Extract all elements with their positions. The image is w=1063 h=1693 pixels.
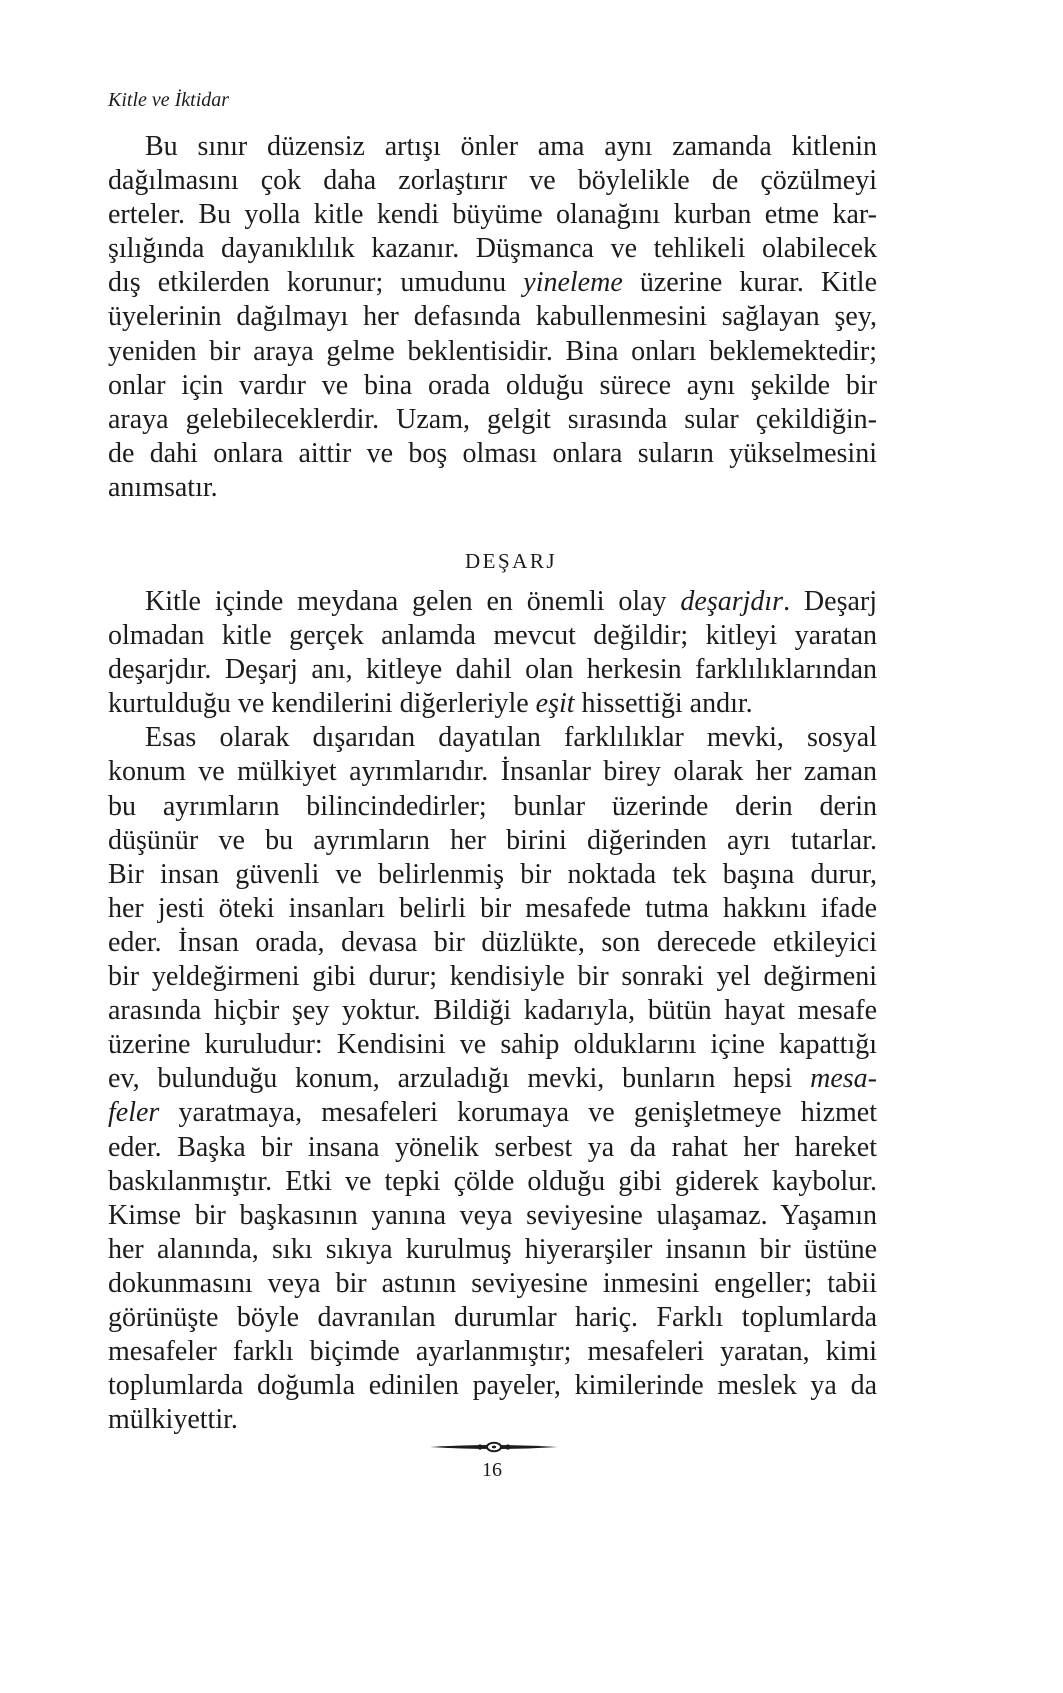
text-line: de dahi onlara aittir ve boş olması onlara suların yükselmesini [108,437,877,469]
text-line: mesafeler farklı biçimde ayarlanmıştır; mesafeleri yaratan, kimi [108,1336,877,1368]
text-line [108,1096,877,1130]
text-line: eder. İnsan orada, devasa bir düzlükte, son derecede etkileyici [108,926,877,958]
text-segment: yaratmaya, mesafeleri korumaya ve genişletmeye hizmet [159,1097,877,1129]
text-line: Kimse bir başkasının yanına veya seviyesine ulaşamaz. Yaşamın [108,1199,877,1231]
text-line: olmadan kitle gerçek anlamda mevcut değildir; kitleyi yaratan [108,620,877,652]
text-line: arasında hiçbir şey yoktur. Bildiği kadarıyla, bütün hayat mesafe [108,995,877,1027]
text-line: şılığında dayanıklılık kazanır. Düşmanca ve tehlikeli olabilecek [108,233,877,265]
text-line: deşarjdır. Deşarj anı, kitleye dahil olan herkesin farklılıklarından [108,654,877,686]
text-segment: Kitle içinde meydana gelen en önemli olay [145,586,681,617]
section-heading: DEŞARJ [464,549,558,573]
text-line [108,266,877,300]
text-line: araya gelebileceklerdir. Uzam, gelgit sırasında sular çekildiğin- [108,403,877,435]
text-line: Bu sınır düzensiz artışı önler ama aynı zamanda kitlenin [145,131,877,162]
text-line: baskılanmıştır. Etki ve tepki çölde olduğu gibi giderek kaybolur. [108,1165,877,1197]
text-line: onlar için vardır ve bina orada olduğu sürece aynı şekilde bir [108,369,877,401]
text-line: konum ve mülkiyet ayrımlarıdır. İnsanlar birey olarak her zaman [108,756,877,788]
emphasis: feler [108,1097,160,1129]
ornamental-rule-icon [430,1440,558,1454]
text-line: Bir insan güvenli ve belirlenmiş bir noktada tek başına durur, [108,858,877,890]
text-line: erteler. Bu yolla kitle kendi büyüme olanağını kurban etme kar- [108,199,877,231]
paragraph [108,130,877,505]
page-number: 16 [482,1459,502,1481]
text-line: dağılmasını çok daha zorlaştırır ve böylelikle de çözülmeyi [108,165,877,197]
running-head: Kitle ve İktidar [108,89,230,111]
text-line: yeniden bir araya gelme beklentisidir. Bina onları beklemektedir; [108,335,877,367]
paragraph [108,721,877,1437]
text-segment: üzerine kurar. Kitle [622,267,877,299]
text-line: düşünür ve bu ayrımların her birini diğerinden ayrı tutarlar. [108,824,877,856]
text-line [145,585,877,619]
text-line: görünüşte böyle davranılan durumlar hariç. Farklı toplumlarda [108,1301,877,1333]
text-line: dokunmasını veya bir astının seviyesine inmesini engeller; tabii [108,1267,877,1299]
paragraph [108,585,877,721]
text-line [108,1062,877,1096]
emphasis: mesa- [810,1063,877,1095]
text-line: mülkiyettir. [108,1404,238,1436]
text-line: Esas olarak dışarıdan dayatılan farklılıklar mevki, sosyal [145,722,877,754]
text-line: her jesti öteki insanları belirli bir mesafede tutma hakkını ifade [108,892,877,924]
text-line: bu ayrımların bilincindedirler; bunlar üzerinde derin derin [108,790,877,822]
text-line [108,687,877,721]
text-line: anımsatır. [108,471,218,503]
text-line: bir yeldeğirmeni gibi durur; kendisiyle bir sonraki yel değirmeni [108,961,877,993]
text-segment: ev, bulunduğu konum, arzuladığı mevki, bunların hepsi [108,1063,811,1095]
text-segment: dış etkilerden korunur; umudunu [108,267,524,299]
text-line: her alanında, sıkı sıkıya kurulmuş hiyerarşiler insanın bir üstüne [108,1233,877,1265]
text-line: eder. Başka bir insana yönelik serbest ya da rahat her hareket [108,1131,877,1163]
text-line: üyelerinin dağılmayı her defasında kabullenmesini sağlayan şey, [108,301,877,333]
text-segment: hissettiği andır. [574,688,753,720]
text-segment: kurtulduğu ve kendilerini diğerleriyle [108,688,536,720]
emphasis: deşarjdır [680,586,784,617]
text-line: toplumlarda doğumla edinilen payeler, kimilerinde meslek ya da [108,1370,877,1402]
emphasis: eşit [535,688,575,720]
section-body [108,585,877,1437]
text-segment: . Deşarj [783,586,877,617]
emphasis: yineleme [523,267,623,299]
text-line: üzerine kuruludur: Kendisini ve sahip olduklarını içine kapattığı [108,1029,877,1061]
